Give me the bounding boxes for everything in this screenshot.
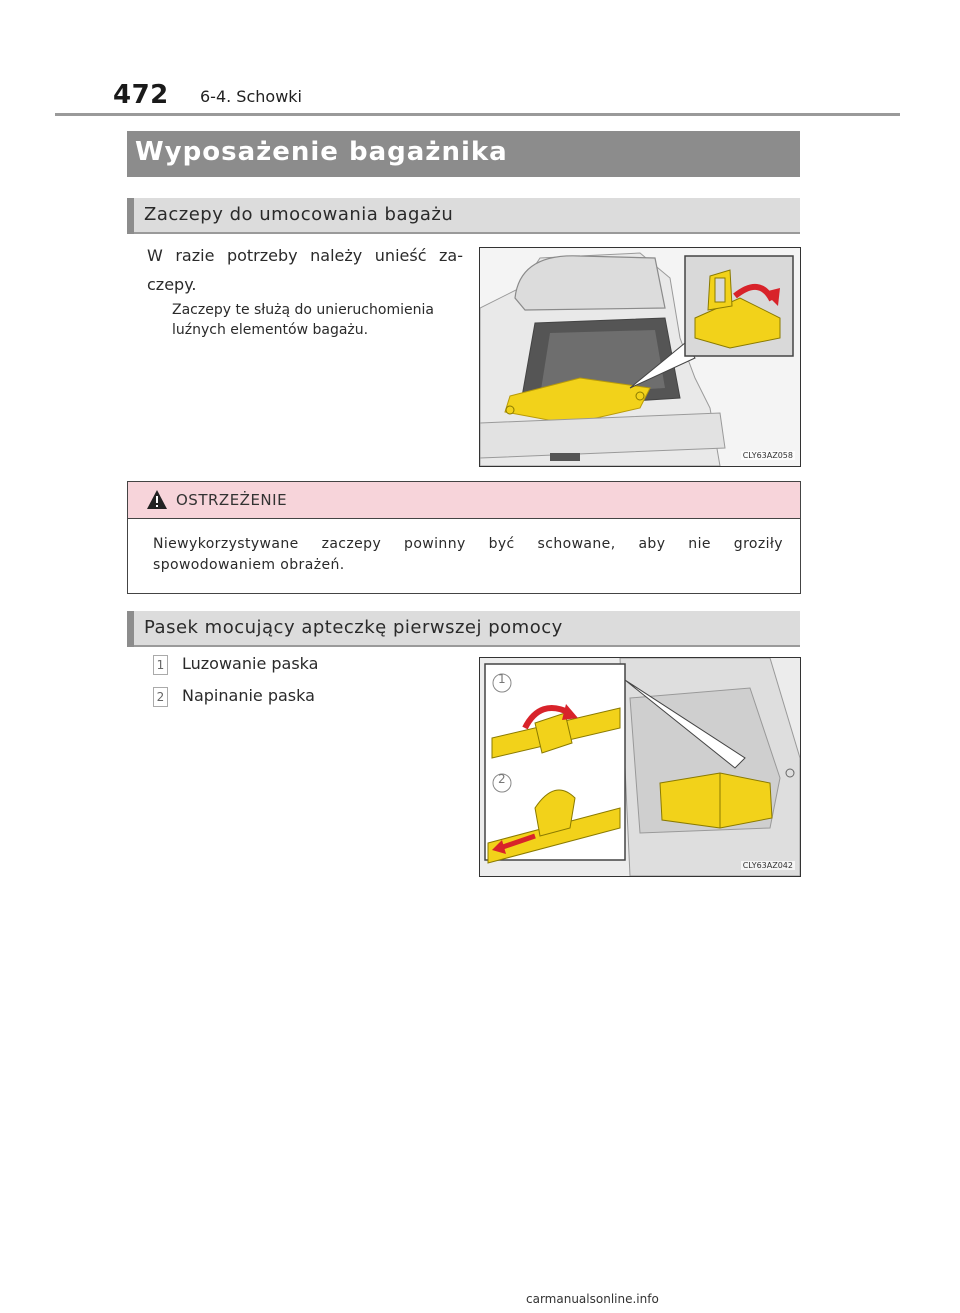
section1-body: W razie potrzeby należy unieść za- czepy. — [147, 246, 463, 294]
first-aid-strap-figure — [479, 657, 801, 877]
header-rule — [55, 113, 900, 116]
step-number-badge: 1 — [153, 655, 168, 675]
figure-step-2-label: 2 — [498, 772, 506, 786]
page-number: 472 — [113, 80, 169, 110]
figure-code: CLY63AZ042 — [742, 861, 793, 870]
section-reference: 6-4. Schowki — [200, 87, 302, 106]
list-item — [153, 654, 453, 678]
list-item-label: Napinanie paska — [182, 686, 315, 705]
section-heading-strap-text: Pasek mocujący apteczkę pierwszej pomocy — [144, 617, 563, 638]
warning-triangle-icon — [146, 489, 168, 511]
first-aid-strap-illustration — [480, 658, 800, 876]
page-title-bar — [127, 131, 800, 177]
warning-text: Niewykorzystywane zaczepy powinny być schowane, aby nie groziły spowodowaniem obrażeń. — [153, 536, 783, 573]
trunk-hooks-illustration — [480, 248, 800, 466]
list-item — [153, 686, 453, 710]
section-heading-strap — [127, 611, 800, 647]
warning-header — [128, 482, 800, 519]
section1-note: Zaczepy te służą do unieruchomienia luźnych elementów bagażu. — [172, 302, 434, 338]
list-item-label: Luzowanie paska — [182, 654, 319, 673]
page-title: Wyposażenie bagażnika — [135, 137, 508, 167]
figure-code: CLY63AZ058 — [742, 451, 793, 460]
warning-box — [127, 481, 801, 594]
section-heading-hooks — [127, 198, 800, 234]
trunk-hooks-figure — [479, 247, 801, 467]
section-heading-hooks-text: Zaczepy do umocowania bagażu — [144, 204, 454, 225]
figure-step-1-label: 1 — [498, 672, 506, 686]
step-number-badge: 2 — [153, 687, 168, 707]
warning-label: OSTRZEŻENIE — [176, 491, 288, 509]
watermark: carmanualsonline.info — [526, 1292, 659, 1306]
